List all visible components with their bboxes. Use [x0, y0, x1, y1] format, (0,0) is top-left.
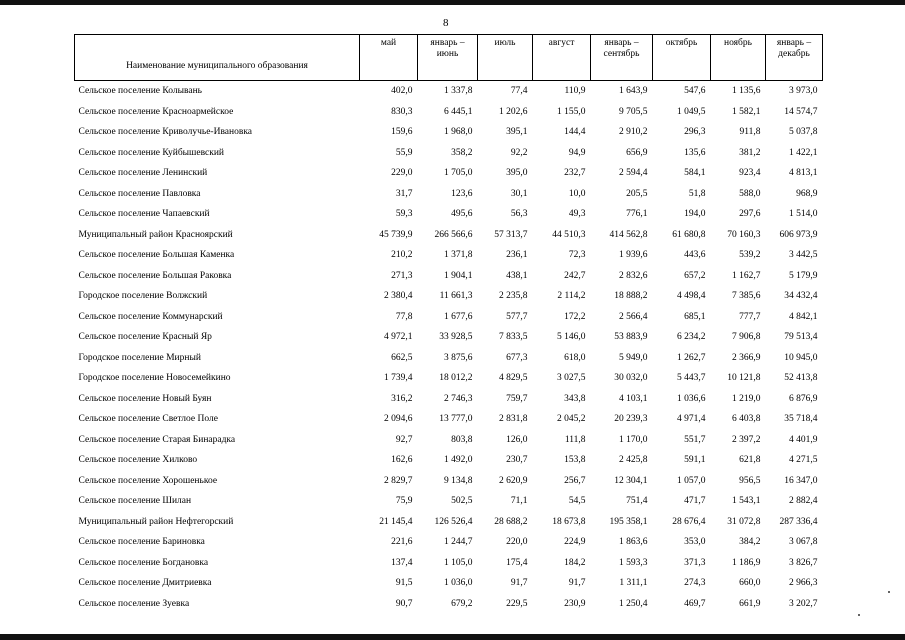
value-cell: 2 829,7: [384, 475, 413, 486]
value-cell: 577,7: [506, 311, 528, 322]
column-header-1: май: [360, 35, 418, 81]
value-cell: 18 888,2: [614, 291, 648, 302]
row-name-cell: Сельское поселение Новый Буян: [78, 393, 212, 404]
value-cell: 1 186,9: [732, 557, 761, 568]
value-cell: 759,7: [506, 393, 528, 404]
value-cell: 91,7: [510, 578, 528, 589]
row-name-cell: Сельское поселение Богдановка: [78, 557, 209, 568]
value-cell: 547,6: [684, 86, 706, 97]
value-cell: 1 968,0: [444, 127, 473, 138]
value-cell: 1 250,4: [619, 598, 648, 609]
row-name-cell: Муниципальный район Красноярский: [78, 229, 233, 240]
value-cell: 20 239,3: [614, 414, 648, 425]
value-cell: 2 882,4: [789, 496, 818, 507]
value-cell: 381,2: [739, 147, 761, 158]
value-cell: 28 676,4: [672, 516, 706, 527]
value-cell: 159,6: [391, 127, 413, 138]
table-row: [75, 327, 823, 348]
value-cell: 56,3: [510, 209, 528, 220]
value-cell: 3 875,6: [444, 352, 473, 363]
value-cell: 606 973,9: [779, 229, 818, 240]
value-cell: 1 543,1: [732, 496, 761, 507]
value-cell: 1 049,5: [677, 106, 706, 117]
value-cell: 13 777,0: [439, 414, 473, 425]
column-header-6: октябрь: [653, 35, 711, 81]
table-header-row: [75, 35, 823, 81]
row-name-cell: Муниципальный район Нефтегорский: [78, 516, 234, 527]
value-cell: 11 661,3: [439, 291, 473, 302]
value-cell: 3 442,5: [789, 250, 818, 261]
value-cell: 297,6: [739, 209, 761, 220]
value-cell: 4 971,4: [677, 414, 706, 425]
value-cell: 9 705,5: [619, 106, 648, 117]
value-cell: 2 832,6: [619, 270, 648, 281]
row-name-cell: Сельское поселение Красноармейское: [78, 106, 234, 117]
value-cell: 230,7: [506, 455, 528, 466]
value-cell: 137,4: [391, 557, 413, 568]
scan-top-border: [0, 0, 905, 5]
table-body: [75, 81, 823, 615]
value-cell: 51,8: [688, 188, 706, 199]
value-cell: 1 643,9: [619, 86, 648, 97]
value-cell: 5 443,7: [677, 373, 706, 384]
table-row: [75, 389, 823, 410]
value-cell: 1 170,0: [619, 434, 648, 445]
value-cell: 2 746,3: [444, 393, 473, 404]
value-cell: 195 358,1: [609, 516, 648, 527]
value-cell: 2 045,2: [557, 414, 586, 425]
table-row: [75, 532, 823, 553]
row-name-cell: Сельское поселение Шилан: [78, 496, 192, 507]
value-cell: 551,7: [684, 434, 706, 445]
value-cell: 236,1: [506, 250, 528, 261]
value-cell: 2 594,4: [619, 168, 648, 179]
row-name-cell: Сельское поселение Павловка: [78, 188, 201, 199]
value-cell: 3 202,7: [789, 598, 818, 609]
value-cell: 1 262,7: [677, 352, 706, 363]
value-cell: 266 566,6: [434, 229, 473, 240]
value-cell: 3 067,8: [789, 537, 818, 548]
value-cell: 1 677,6: [444, 311, 473, 322]
value-cell: 495,6: [451, 209, 473, 220]
row-name-cell: Городское поселение Волжский: [78, 291, 208, 302]
value-cell: 830,3: [391, 106, 413, 117]
value-cell: 1 492,0: [444, 455, 473, 466]
value-cell: 10 945,0: [784, 352, 818, 363]
value-cell: 16 347,0: [784, 475, 818, 486]
value-cell: 751,4: [626, 496, 648, 507]
value-cell: 660,0: [739, 578, 761, 589]
value-cell: 221,6: [391, 537, 413, 548]
value-cell: 94,9: [568, 147, 586, 158]
table-row: [75, 573, 823, 594]
value-cell: 469,7: [684, 598, 706, 609]
table-row: [75, 491, 823, 512]
value-cell: 77,4: [510, 86, 528, 97]
value-cell: 4 498,4: [677, 291, 706, 302]
value-cell: 271,3: [391, 270, 413, 281]
row-name-cell: Сельское поселение Хорошенькое: [78, 475, 218, 486]
value-cell: 91,5: [395, 578, 413, 589]
value-cell: 6 234,2: [677, 332, 706, 343]
value-cell: 2 397,2: [732, 434, 761, 445]
value-cell: 1 105,0: [444, 557, 473, 568]
value-cell: 45 739,9: [379, 229, 413, 240]
value-cell: 79 513,4: [784, 332, 818, 343]
scan-speck: [888, 591, 890, 593]
value-cell: 1 311,1: [619, 578, 648, 589]
table-row: [75, 553, 823, 574]
value-cell: 12 304,1: [614, 475, 648, 486]
value-cell: 6 403,8: [732, 414, 761, 425]
value-cell: 414 562,8: [609, 229, 648, 240]
page-number: 8: [443, 17, 449, 29]
value-cell: 539,2: [739, 250, 761, 261]
value-cell: 242,7: [564, 270, 586, 281]
value-cell: 1 337,8: [444, 86, 473, 97]
value-cell: 92,7: [395, 434, 413, 445]
table-row: [75, 225, 823, 246]
value-cell: 2 114,2: [557, 291, 586, 302]
value-cell: 5 949,0: [619, 352, 648, 363]
column-header-5: январь – сентябрь: [591, 35, 653, 81]
value-cell: 31 072,8: [727, 516, 761, 527]
value-cell: 54,5: [568, 496, 586, 507]
value-cell: 2 831,8: [499, 414, 528, 425]
scan-speck: [858, 614, 860, 616]
value-cell: 4 813,1: [789, 168, 818, 179]
value-cell: 10,0: [568, 188, 586, 199]
value-cell: 287 336,4: [779, 516, 818, 527]
value-cell: 438,1: [506, 270, 528, 281]
value-cell: 621,8: [739, 455, 761, 466]
value-cell: 135,6: [684, 147, 706, 158]
value-cell: 1 057,0: [677, 475, 706, 486]
row-name-cell: Сельское поселение Хилково: [78, 455, 198, 466]
value-cell: 75,9: [395, 496, 413, 507]
value-cell: 402,0: [391, 86, 413, 97]
value-cell: 316,2: [391, 393, 413, 404]
table-row: [75, 163, 823, 184]
row-name-cell: Городское поселение Мирный: [78, 352, 201, 363]
value-cell: 71,1: [510, 496, 528, 507]
row-name-cell: Сельское поселение Светлое Поле: [78, 414, 218, 425]
table-row: [75, 368, 823, 389]
value-cell: 591,1: [684, 455, 706, 466]
value-cell: 229,0: [391, 168, 413, 179]
table-row: [75, 245, 823, 266]
value-cell: 471,7: [684, 496, 706, 507]
table-row: [75, 348, 823, 369]
value-cell: 28 688,2: [494, 516, 528, 527]
value-cell: 91,7: [568, 578, 586, 589]
value-cell: 618,0: [564, 352, 586, 363]
value-cell: 3 973,0: [789, 86, 818, 97]
column-header-4: август: [533, 35, 591, 81]
value-cell: 2 425,8: [619, 455, 648, 466]
table-row: [75, 450, 823, 471]
value-cell: 661,9: [739, 598, 761, 609]
value-cell: 358,2: [451, 147, 473, 158]
value-cell: 126 526,4: [434, 516, 473, 527]
value-cell: 35 718,4: [784, 414, 818, 425]
value-cell: 232,7: [564, 168, 586, 179]
value-cell: 343,8: [564, 393, 586, 404]
value-cell: 4 829,5: [499, 373, 528, 384]
value-cell: 49,3: [568, 209, 586, 220]
row-name-cell: Сельское поселение Большая Раковка: [78, 270, 232, 281]
table-row: [75, 122, 823, 143]
statistics-table: [74, 34, 823, 614]
row-name-cell: Сельское поселение Коммунарский: [78, 311, 223, 322]
value-cell: 194,0: [684, 209, 706, 220]
value-cell: 1 219,0: [732, 393, 761, 404]
value-cell: 923,4: [739, 168, 761, 179]
value-cell: 10 121,8: [727, 373, 761, 384]
value-cell: 205,5: [626, 188, 648, 199]
table-row: [75, 512, 823, 533]
value-cell: 44 510,3: [552, 229, 586, 240]
value-cell: 3 027,5: [557, 373, 586, 384]
value-cell: 777,7: [739, 311, 761, 322]
value-cell: 229,5: [506, 598, 528, 609]
value-cell: 2 910,2: [619, 127, 648, 138]
row-name-cell: Сельское поселение Красный Яр: [78, 332, 212, 343]
value-cell: 1 371,8: [444, 250, 473, 261]
value-cell: 57 313,7: [494, 229, 528, 240]
value-cell: 384,2: [739, 537, 761, 548]
value-cell: 776,1: [626, 209, 648, 220]
value-cell: 59,3: [395, 209, 413, 220]
value-cell: 1 244,7: [444, 537, 473, 548]
table-row: [75, 430, 823, 451]
value-cell: 21 145,4: [379, 516, 413, 527]
value-cell: 2 235,8: [499, 291, 528, 302]
value-cell: 9 134,8: [444, 475, 473, 486]
value-cell: 2 620,9: [499, 475, 528, 486]
value-cell: 395,0: [506, 168, 528, 179]
value-cell: 685,1: [684, 311, 706, 322]
value-cell: 1 705,0: [444, 168, 473, 179]
value-cell: 1 939,6: [619, 250, 648, 261]
value-cell: 90,7: [395, 598, 413, 609]
value-cell: 4 842,1: [789, 311, 818, 322]
value-cell: 175,4: [506, 557, 528, 568]
value-cell: 1 202,6: [499, 106, 528, 117]
value-cell: 33 928,5: [439, 332, 473, 343]
value-cell: 224,9: [564, 537, 586, 548]
value-cell: 2 380,4: [384, 291, 413, 302]
value-cell: 584,1: [684, 168, 706, 179]
table-row: [75, 409, 823, 430]
row-name-cell: Сельское поселение Зуевка: [78, 598, 190, 609]
column-header-2: январь – июнь: [418, 35, 478, 81]
value-cell: 2 566,4: [619, 311, 648, 322]
value-cell: 7 385,6: [732, 291, 761, 302]
table-row: [75, 81, 823, 102]
value-cell: 31,7: [395, 188, 413, 199]
table-row: [75, 102, 823, 123]
value-cell: 1 135,6: [732, 86, 761, 97]
value-cell: 77,8: [395, 311, 413, 322]
value-cell: 30,1: [510, 188, 528, 199]
value-cell: 395,1: [506, 127, 528, 138]
value-cell: 172,2: [564, 311, 586, 322]
value-cell: 230,9: [564, 598, 586, 609]
value-cell: 6 876,9: [789, 393, 818, 404]
table-row: [75, 286, 823, 307]
value-cell: 153,8: [564, 455, 586, 466]
value-cell: 220,0: [506, 537, 528, 548]
row-name-cell: Сельское поселение Чапаевский: [78, 209, 210, 220]
row-name-cell: Сельское поселение Куйбышевский: [78, 147, 225, 158]
value-cell: 3 826,7: [789, 557, 818, 568]
value-cell: 443,6: [684, 250, 706, 261]
value-cell: 679,2: [451, 598, 473, 609]
value-cell: 126,0: [506, 434, 528, 445]
value-cell: 14 574,7: [784, 106, 818, 117]
table-row: [75, 143, 823, 164]
value-cell: 110,9: [564, 86, 586, 97]
value-cell: 1 904,1: [444, 270, 473, 281]
value-cell: 1 155,0: [557, 106, 586, 117]
value-cell: 956,5: [739, 475, 761, 486]
value-cell: 968,9: [796, 188, 818, 199]
value-cell: 1 422,1: [789, 147, 818, 158]
value-cell: 53 883,9: [614, 332, 648, 343]
table-row: [75, 204, 823, 225]
value-cell: 2 366,9: [732, 352, 761, 363]
value-cell: 7 906,8: [732, 332, 761, 343]
value-cell: 1 514,0: [789, 209, 818, 220]
row-name-cell: Сельское поселение Бариновка: [78, 537, 205, 548]
value-cell: 353,0: [684, 537, 706, 548]
table-row: [75, 594, 823, 615]
value-cell: 61 680,8: [672, 229, 706, 240]
value-cell: 34 432,4: [784, 291, 818, 302]
value-cell: 6 445,1: [444, 106, 473, 117]
table-row: [75, 471, 823, 492]
value-cell: 803,8: [451, 434, 473, 445]
value-cell: 296,3: [684, 127, 706, 138]
value-cell: 2 966,3: [789, 578, 818, 589]
value-cell: 184,2: [564, 557, 586, 568]
value-cell: 274,3: [684, 578, 706, 589]
value-cell: 2 094,6: [384, 414, 413, 425]
value-cell: 256,7: [564, 475, 586, 486]
value-cell: 5 146,0: [557, 332, 586, 343]
table-row: [75, 184, 823, 205]
value-cell: 18 012,2: [439, 373, 473, 384]
value-cell: 111,8: [564, 434, 586, 445]
value-cell: 1 582,1: [732, 106, 761, 117]
value-cell: 30 032,0: [614, 373, 648, 384]
value-cell: 162,6: [391, 455, 413, 466]
value-cell: 4 972,1: [384, 332, 413, 343]
value-cell: 4 103,1: [619, 393, 648, 404]
value-cell: 656,9: [626, 147, 648, 158]
column-header-3: июль: [478, 35, 533, 81]
column-header-name: Наименование муниципального образования: [75, 35, 360, 81]
scan-bottom-border: [0, 634, 905, 640]
row-name-cell: Сельское поселение Ленинский: [78, 168, 208, 179]
value-cell: 371,3: [684, 557, 706, 568]
value-cell: 911,8: [739, 127, 761, 138]
row-name-cell: Сельское поселение Дмитриевка: [78, 578, 212, 589]
value-cell: 4 401,9: [789, 434, 818, 445]
table-row: [75, 266, 823, 287]
value-cell: 52 413,8: [784, 373, 818, 384]
value-cell: 210,2: [391, 250, 413, 261]
row-name-cell: Сельское поселение Криволучье-Ивановка: [78, 127, 253, 138]
value-cell: 18 673,8: [552, 516, 586, 527]
column-header-7: ноябрь: [711, 35, 766, 81]
value-cell: 1 739,4: [384, 373, 413, 384]
value-cell: 4 271,5: [789, 455, 818, 466]
value-cell: 7 833,5: [499, 332, 528, 343]
value-cell: 502,5: [451, 496, 473, 507]
value-cell: 1 593,3: [619, 557, 648, 568]
value-cell: 92,2: [510, 147, 528, 158]
row-name-cell: Сельское поселение Колывань: [78, 86, 202, 97]
value-cell: 677,3: [506, 352, 528, 363]
value-cell: 70 160,3: [727, 229, 761, 240]
value-cell: 1 036,6: [677, 393, 706, 404]
column-header-8: январь – декабрь: [766, 35, 823, 81]
row-name-cell: Сельское поселение Старая Бинарадка: [78, 434, 236, 445]
value-cell: 72,3: [568, 250, 586, 261]
row-name-cell: Городское поселение Новосемейкино: [78, 373, 231, 384]
value-cell: 1 863,6: [619, 537, 648, 548]
value-cell: 144,4: [564, 127, 586, 138]
value-cell: 5 037,8: [789, 127, 818, 138]
row-name-cell: Сельское поселение Большая Каменка: [78, 250, 235, 261]
value-cell: 657,2: [684, 270, 706, 281]
value-cell: 1 036,0: [444, 578, 473, 589]
value-cell: 588,0: [739, 188, 761, 199]
table-row: [75, 307, 823, 328]
value-cell: 55,9: [395, 147, 413, 158]
value-cell: 1 162,7: [732, 270, 761, 281]
value-cell: 123,6: [451, 188, 473, 199]
value-cell: 5 179,9: [789, 270, 818, 281]
value-cell: 662,5: [391, 352, 413, 363]
